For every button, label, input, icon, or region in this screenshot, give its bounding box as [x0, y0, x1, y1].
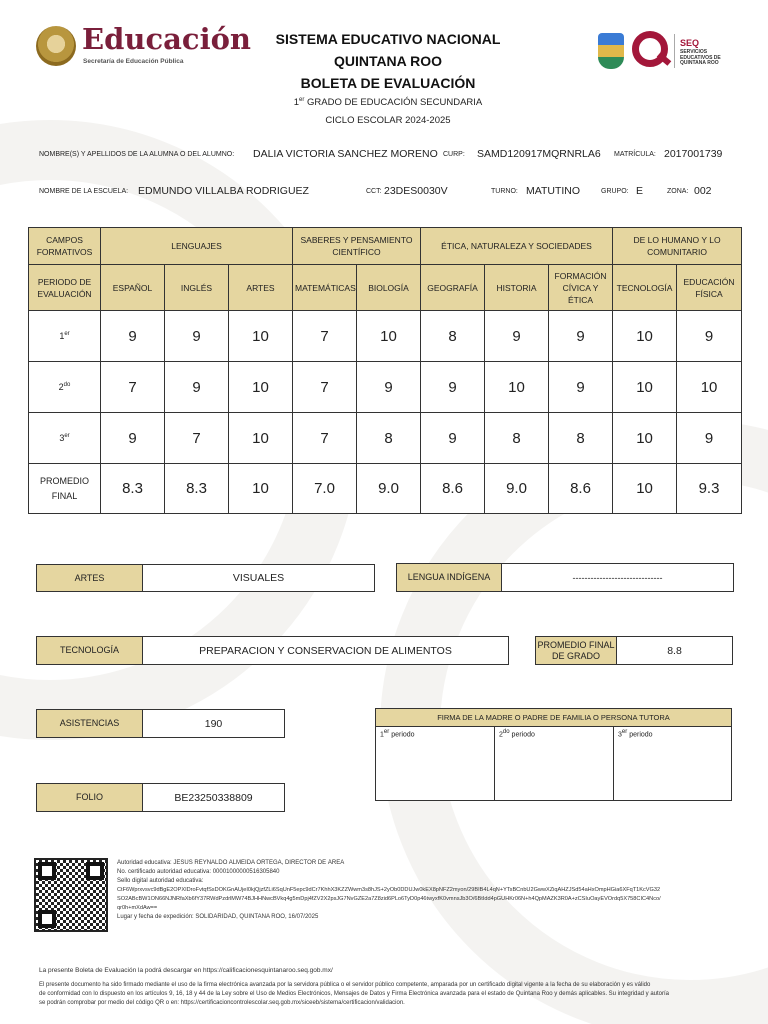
grade-cell: 9	[485, 311, 549, 362]
logo-title: Educación	[82, 22, 252, 56]
signature-period-3	[613, 726, 732, 801]
field-etica: ÉTICA, NATURALEZA Y SOCIEDADES	[421, 228, 613, 265]
legal-line: se podrán comprobar por medio del código QR o en: https://certificacioncontrolescolar.seq.gob.mx/siceeb/sistema/certificacion/validacion.	[39, 1000, 405, 1006]
student-name-label: NOMBRE(S) Y APELLIDOS DE LA ALUMNA O DEL ALUMNO:	[39, 151, 235, 158]
legal-line: de conformidad con lo dispuesto en los artículos 9, 16, 18 y 44 de la Ley sobre el Uso de Medios Electrónicos, Mensajes de Datos y Firma Electrónica avanzada para el estado de Quintana Roo y demás aplicables. Su integridad y autoría	[39, 991, 670, 997]
grade-cell: 9	[357, 362, 421, 413]
school-name: EDMUNDO VILLALBA RODRIGUEZ	[138, 185, 309, 197]
grade-cell: 9	[549, 362, 613, 413]
subjects-header-row	[29, 265, 742, 311]
field-saberes: SABERES Y PENSAMIENTO CIENTÍFICO	[293, 228, 421, 265]
grade-cell: 10	[229, 413, 293, 464]
promedio-grado-value: 8.8	[616, 636, 733, 665]
final-grade-cell: 8.3	[101, 464, 165, 514]
seq-label: SEQ	[680, 38, 700, 48]
header-line-1: SISTEMA EDUCATIVO NACIONAL	[275, 31, 501, 47]
lengua-indigena-value: ------------------------------	[501, 563, 734, 592]
grade-cell: 10	[613, 311, 677, 362]
grade-cell: 9	[677, 311, 742, 362]
logo-divider	[674, 34, 675, 68]
table-row	[29, 413, 742, 464]
signature-period-2	[494, 726, 614, 801]
folio-value: BE23250338809	[142, 783, 285, 812]
period-number: 1	[380, 731, 384, 739]
grade-cell: 9	[677, 413, 742, 464]
seq-description: SERVICIOS EDUCATIVOS DE QUINTANA ROO	[680, 49, 721, 67]
table-row	[29, 311, 742, 362]
grade-cell: 9	[101, 311, 165, 362]
period-label: periodo	[511, 731, 535, 739]
period-number: 2	[58, 382, 64, 392]
period-label: periodo	[391, 731, 415, 739]
period-cell	[29, 413, 101, 464]
qr-finder	[38, 910, 56, 928]
subject-header: FORMACIÓN CÍVICA Y ÉTICA	[549, 265, 613, 311]
student-name: DALIA VICTORIA SANCHEZ MORENO	[253, 148, 438, 160]
grupo-label: GRUPO:	[601, 188, 629, 195]
qr-code	[34, 858, 108, 932]
grade-suffix: er	[299, 97, 305, 103]
periodo-header: PERIODO DE EVALUACIÓN	[29, 265, 101, 311]
grade-cell: 7	[293, 311, 357, 362]
period-suffix: er	[64, 433, 70, 439]
matricula-label: MATRÍCULA:	[614, 151, 656, 158]
subject-header: TECNOLOGÍA	[613, 265, 677, 311]
grade-cell: 7	[165, 413, 229, 464]
subject-header: ESPAÑOL	[101, 265, 165, 311]
grade-cell: 10	[677, 362, 742, 413]
grade-cell: 9	[421, 413, 485, 464]
turno-value: MATUTINO	[526, 185, 581, 197]
cct-label: CCT:	[366, 188, 382, 195]
grade-cell: 8	[421, 311, 485, 362]
authority-line: Autoridad educativa: JESUS REYNALDO ALMEIDA ORTEGA, DIRECTOR DE ÁREA	[117, 860, 345, 866]
curp-label: CURP:	[443, 151, 465, 158]
subject-header: BIOLOGÍA	[357, 265, 421, 311]
signature-header: FIRMA DE LA MADRE O PADRE DE FAMILIA O PERSONA TUTORA	[375, 708, 732, 727]
legal-line: El presente documento ha sido firmado mediante el uso de la firma electrónica avanzada por la servidora pública o el servidor público competente, amparada por un certificado digital vigente a la fecha de su elaboración y es válido	[39, 982, 651, 988]
grade-cell: 10	[613, 362, 677, 413]
tecnologia-value: PREPARACION Y CONSERVACION DE ALIMENTOS	[142, 636, 509, 665]
promedio-grado-label: PROMEDIO FINAL DE GRADO	[535, 636, 617, 665]
zona-value: 002	[694, 185, 712, 197]
lengua-indigena-label: LENGUA INDÍGENA	[396, 563, 502, 592]
final-grade-cell: 9.0	[485, 464, 549, 514]
grade-cell: 7	[293, 413, 357, 464]
subject-header: INGLÉS	[165, 265, 229, 311]
grade-text: GRADO DE EDUCACIÓN SECUNDARIA	[307, 97, 483, 109]
grade-number: 1	[293, 97, 300, 109]
curp-value: SAMD120917MQRNRLA6	[477, 148, 601, 160]
final-grade-cell: 10	[613, 464, 677, 514]
asistencias-label: ASISTENCIAS	[36, 709, 143, 738]
final-average-label: PROMEDIO FINAL	[29, 464, 101, 514]
grade-cell: 9	[549, 311, 613, 362]
grade-cell: 9	[165, 362, 229, 413]
grade-cell: 9	[421, 362, 485, 413]
cct-value: 23DES0030V	[384, 185, 448, 197]
subject-header: MATEMÁTICAS	[293, 265, 357, 311]
grade-cell: 8	[549, 413, 613, 464]
final-grade-cell: 8.6	[549, 464, 613, 514]
final-grade-cell: 8.6	[421, 464, 485, 514]
signature-period-1	[375, 726, 495, 801]
download-note: La presente Boleta de Evaluación la podrá descargar en https://calificacionesquintanaroo.seq.gob.mx/	[39, 967, 333, 974]
certificate-block	[117, 859, 732, 922]
field-humano: DE LO HUMANO Y LO COMUNITARIO	[613, 228, 742, 265]
state-shield-icon	[598, 33, 624, 69]
period-number: 1	[59, 331, 65, 341]
tecnologia-label: TECNOLOGÍA	[36, 636, 143, 665]
artes-value: VISUALES	[142, 564, 375, 592]
document-title: BOLETA DE EVALUACIÓN	[300, 75, 476, 91]
grade-cell: 7	[293, 362, 357, 413]
table-row	[29, 362, 742, 413]
logo-subtitle: Secretaría de Educación Pública	[83, 58, 184, 65]
period-number: 2	[499, 731, 503, 739]
period-cell	[29, 362, 101, 413]
period-cell	[29, 311, 101, 362]
subject-header: ARTES	[229, 265, 293, 311]
school-cycle: CICLO ESCOLAR 2024-2025	[325, 115, 451, 126]
grade-cell: 10	[357, 311, 421, 362]
grade-cell: 10	[229, 311, 293, 362]
grade-line	[200, 97, 576, 108]
legal-notice	[39, 981, 739, 1008]
period-suffix: er	[64, 331, 70, 337]
grade-cell: 10	[613, 413, 677, 464]
final-grade-cell: 8.3	[165, 464, 229, 514]
grupo-value: E	[636, 185, 644, 197]
campos-header: CAMPOS FORMATIVOS	[29, 228, 101, 265]
seal-line: qr0h+mXdAw==	[117, 905, 158, 911]
turno-label: TURNO:	[491, 188, 518, 195]
seal-label: Sello digital autoridad educativa:	[117, 878, 204, 884]
grade-cell: 10	[485, 362, 549, 413]
subject-header: EDUCACIÓN FÍSICA	[677, 265, 742, 311]
school-name-label: NOMBRE DE LA ESCUELA:	[39, 188, 129, 195]
artes-label: ARTES	[36, 564, 143, 592]
final-grade-cell: 9.0	[357, 464, 421, 514]
issue-place-date: Lugar y fecha de expedición: SOLIDARIDAD, QUINTANA ROO, 16/07/2025	[117, 914, 319, 920]
field-lenguajes: LENGUAJES	[101, 228, 293, 265]
seal-icon	[36, 26, 76, 66]
grade-cell: 8	[357, 413, 421, 464]
grades-table	[28, 227, 742, 514]
subject-header: GEOGRAFÍA	[421, 265, 485, 311]
asistencias-value: 190	[142, 709, 285, 738]
qr-finder	[86, 862, 104, 880]
matricula-value: 2017001739	[664, 148, 723, 160]
seal-line: CtF6Wprxvsvc9dBgE2OPXIDroFvtqfSsDOKGnAUjeI0kjQjzfZLi6SqUnF5epc9dCr7KhhX3KZZWwm3s8hJS+2yOb0DDUJw0kEX8pNFZ2myon/29BIB4L4qN+YTsBCnbU2GwwXZiqAHZJSd54aHxOmpHGia6XFqT1KcVG32	[117, 887, 661, 893]
final-grade-cell: 9.3	[677, 464, 742, 514]
fields-header-row	[29, 228, 742, 265]
grade-cell: 9	[101, 413, 165, 464]
period-number: 3	[59, 433, 65, 443]
period-suffix: do	[502, 729, 510, 735]
certificate-number: No. certificado autoridad educativa: 00001000000516305840	[117, 869, 280, 875]
period-label: periodo	[629, 731, 653, 739]
folio-label: FOLIO	[36, 783, 143, 812]
final-grade-cell: 10	[229, 464, 293, 514]
grade-cell: 8	[485, 413, 549, 464]
grade-cell: 7	[101, 362, 165, 413]
period-suffix: do	[63, 382, 71, 388]
final-grade-cell: 7.0	[293, 464, 357, 514]
seal-line: SO2ABcBW1ON66NJNRfaXb6fY37RWdPzdrlMW74BJHHNwcBVkq4g5mDpj4fZV2X2psJG7NvGZE2a7Z8zid6PLo6TyD0p46twyxfK0vmnsJb3O/6BtIdd4pGUHKr06N+h4QpMAZK3R0A+zCSIuOayEVOrdq5X758CIC4Nco/	[117, 896, 661, 902]
zona-label: ZONA:	[667, 188, 689, 195]
period-suffix: er	[621, 729, 628, 735]
subject-header: HISTORIA	[485, 265, 549, 311]
final-average-row	[29, 464, 742, 514]
grade-cell: 9	[165, 311, 229, 362]
period-number: 3	[618, 731, 622, 739]
header-line-2: QUINTANA ROO	[333, 53, 443, 69]
period-suffix: er	[383, 729, 390, 735]
qr-finder	[38, 862, 56, 880]
grade-cell: 10	[229, 362, 293, 413]
